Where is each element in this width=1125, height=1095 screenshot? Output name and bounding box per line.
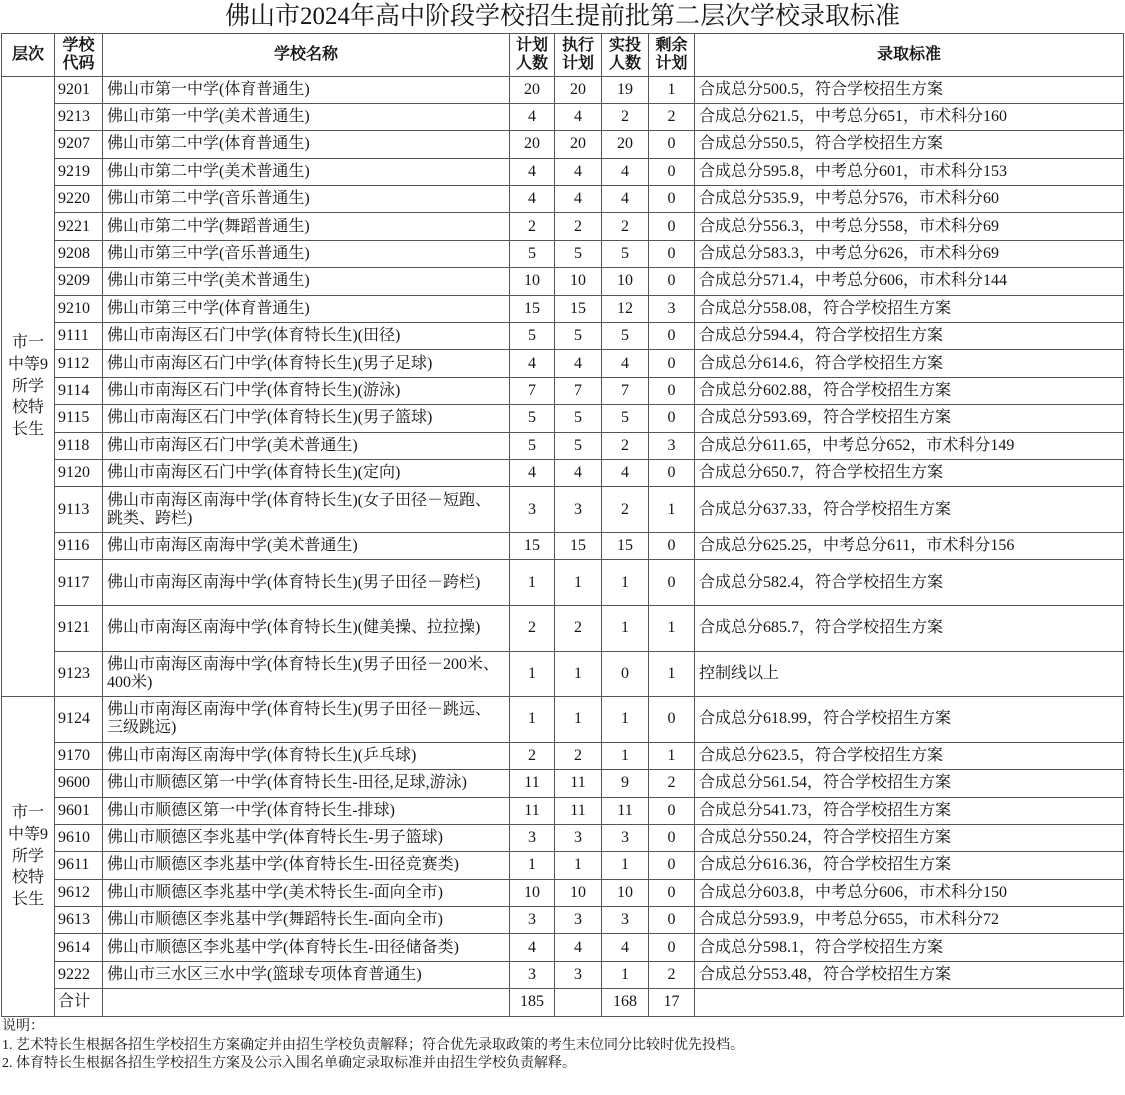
school-code: 9210	[55, 295, 103, 322]
admission-standard: 合成总分571.4，中考总分606，市术科分144	[695, 268, 1124, 295]
admission-standard: 合成总分500.5，符合学校招生方案	[695, 76, 1124, 103]
school-name: 佛山市南海区南海中学(美术普通生)	[103, 532, 510, 559]
notes-heading: 说明：	[2, 1019, 44, 1034]
school-name: 佛山市第三中学(音乐普通生)	[103, 240, 510, 267]
table-row	[2, 295, 1124, 322]
actual-count: 12	[602, 295, 649, 322]
actual-count: 1	[602, 852, 649, 879]
remaining-plan: 1	[649, 487, 695, 533]
plan-count: 20	[510, 131, 555, 158]
admission-standard: 合成总分535.9，中考总分576，市术科分60	[695, 186, 1124, 213]
admission-standard: 合成总分595.8，中考总分601，市术科分153	[695, 158, 1124, 185]
admission-standard: 合成总分685.7，符合学校招生方案	[695, 605, 1124, 651]
executed-plan: 3	[555, 961, 602, 988]
actual-count: 1	[602, 560, 649, 606]
school-code: 9113	[55, 487, 103, 533]
total-executed-plan-empty	[555, 989, 602, 1016]
school-name: 佛山市第一中学(体育普通生)	[103, 76, 510, 103]
actual-count: 0	[602, 651, 649, 697]
admission-standard: 合成总分582.4，符合学校招生方案	[695, 560, 1124, 606]
admission-standard: 合成总分593.9，中考总分655，市术科分72	[695, 907, 1124, 934]
remaining-plan: 0	[649, 240, 695, 267]
actual-count: 1	[602, 697, 649, 743]
plan-count: 5	[510, 432, 555, 459]
remaining-plan: 0	[649, 907, 695, 934]
plan-count: 2	[510, 605, 555, 651]
executed-plan: 4	[555, 934, 602, 961]
note-item: 2. 体育特长生根据各招生学校招生方案及公示入围名单确定录取标准并由招生学校负责解释。	[2, 1056, 576, 1071]
school-code: 9123	[55, 651, 103, 697]
remaining-plan: 1	[649, 742, 695, 769]
admission-standard: 合成总分618.99，符合学校招生方案	[695, 697, 1124, 743]
remaining-plan: 0	[649, 697, 695, 743]
executed-plan: 1	[555, 560, 602, 606]
actual-count: 5	[602, 240, 649, 267]
remaining-plan: 2	[649, 961, 695, 988]
school-name: 佛山市第二中学(舞蹈普通生)	[103, 213, 510, 240]
school-name: 佛山市南海区南海中学(体育特长生)(乒乓球)	[103, 742, 510, 769]
remaining-plan: 1	[649, 651, 695, 697]
actual-count: 5	[602, 323, 649, 350]
plan-count: 11	[510, 797, 555, 824]
school-name: 佛山市顺德区李兆基中学(舞蹈特长生-面向全市)	[103, 907, 510, 934]
table-row	[2, 268, 1124, 295]
remaining-plan: 0	[649, 824, 695, 851]
remaining-plan: 2	[649, 770, 695, 797]
school-code: 9222	[55, 961, 103, 988]
actual-count: 4	[602, 459, 649, 486]
admission-standard: 合成总分558.08，符合学校招生方案	[695, 295, 1124, 322]
school-code: 9111	[55, 323, 103, 350]
school-code: 9118	[55, 432, 103, 459]
actual-count: 5	[602, 405, 649, 432]
table-row	[2, 824, 1124, 851]
total-plan-count: 185	[510, 989, 555, 1016]
school-code: 9612	[55, 879, 103, 906]
remaining-plan: 0	[649, 131, 695, 158]
remaining-plan: 0	[649, 323, 695, 350]
school-name: 佛山市南海区石门中学(体育特长生)(游泳)	[103, 377, 510, 404]
table-row	[2, 532, 1124, 559]
school-code: 9220	[55, 186, 103, 213]
executed-plan: 10	[555, 268, 602, 295]
admission-standard: 合成总分621.5，中考总分651，市术科分160	[695, 103, 1124, 130]
school-code: 9201	[55, 76, 103, 103]
total-standard-empty	[695, 989, 1124, 1016]
actual-count: 9	[602, 770, 649, 797]
notes-section	[2, 1018, 1122, 1074]
plan-count: 1	[510, 697, 555, 743]
remaining-plan: 0	[649, 213, 695, 240]
admission-standard: 合成总分598.1，符合学校招生方案	[695, 934, 1124, 961]
plan-count: 1	[510, 651, 555, 697]
school-name: 佛山市南海区南海中学(体育特长生)(健美操、拉拉操)	[103, 605, 510, 651]
school-name: 佛山市南海区南海中学(体育特长生)(男子田径－跳远、三级跳远)	[103, 697, 510, 743]
table-row	[2, 697, 1124, 743]
school-code: 9614	[55, 934, 103, 961]
header-actual-line: 实投	[608, 36, 641, 54]
page-title: 佛山市2024年高中阶段学校招生提前批第二层次学校录取标准	[224, 3, 900, 30]
remaining-plan: 2	[649, 103, 695, 130]
admission-standard: 合成总分602.88，符合学校招生方案	[695, 377, 1124, 404]
table-row	[2, 323, 1124, 350]
table-row	[2, 934, 1124, 961]
admission-standard: 合成总分556.3，中考总分558，市术科分69	[695, 213, 1124, 240]
executed-plan: 2	[555, 605, 602, 651]
school-name: 佛山市第二中学(音乐普通生)	[103, 186, 510, 213]
table-row	[2, 560, 1124, 606]
table-row	[2, 770, 1124, 797]
header-actual	[602, 34, 649, 77]
admission-standard: 合成总分614.6，符合学校招生方案	[695, 350, 1124, 377]
actual-count: 10	[602, 268, 649, 295]
admission-standard: 合成总分550.24，符合学校招生方案	[695, 824, 1124, 851]
school-code: 9121	[55, 605, 103, 651]
admission-standard: 合成总分625.25，中考总分611，市术科分156	[695, 532, 1124, 559]
school-code: 9610	[55, 824, 103, 851]
plan-count: 5	[510, 240, 555, 267]
header-plan	[510, 34, 555, 77]
executed-plan: 4	[555, 459, 602, 486]
table-row	[2, 377, 1124, 404]
actual-count: 4	[602, 350, 649, 377]
remaining-plan: 0	[649, 405, 695, 432]
plan-count: 15	[510, 295, 555, 322]
executed-plan: 20	[555, 131, 602, 158]
plan-count: 5	[510, 323, 555, 350]
school-code: 9600	[55, 770, 103, 797]
table-row	[2, 852, 1124, 879]
header-code	[55, 34, 103, 77]
executed-plan: 10	[555, 879, 602, 906]
plan-count: 3	[510, 487, 555, 533]
actual-count: 15	[602, 532, 649, 559]
actual-count: 4	[602, 186, 649, 213]
header-name: 学校名称	[103, 34, 510, 77]
school-name: 佛山市顺德区第一中学(体育特长生-田径,足球,游泳)	[103, 770, 510, 797]
actual-count: 4	[602, 934, 649, 961]
table-row	[2, 131, 1124, 158]
table-row	[2, 76, 1124, 103]
executed-plan: 5	[555, 323, 602, 350]
executed-plan: 5	[555, 405, 602, 432]
header-remain-line: 计划	[655, 54, 688, 72]
plan-count: 1	[510, 560, 555, 606]
plan-count: 5	[510, 405, 555, 432]
remaining-plan: 0	[649, 268, 695, 295]
total-remaining-plan: 17	[649, 989, 695, 1016]
total-name-empty	[103, 989, 510, 1016]
school-code: 9120	[55, 459, 103, 486]
header-standard: 录取标准	[695, 34, 1124, 77]
table-row	[2, 907, 1124, 934]
actual-count: 1	[602, 605, 649, 651]
table-row	[2, 405, 1124, 432]
executed-plan: 5	[555, 432, 602, 459]
table-row	[2, 350, 1124, 377]
actual-count: 1	[602, 742, 649, 769]
remaining-plan: 1	[649, 605, 695, 651]
school-name: 佛山市三水区三水中学(篮球专项体育普通生)	[103, 961, 510, 988]
school-code: 9209	[55, 268, 103, 295]
school-code: 9117	[55, 560, 103, 606]
executed-plan: 2	[555, 213, 602, 240]
school-code: 9170	[55, 742, 103, 769]
executed-plan: 4	[555, 103, 602, 130]
school-name: 佛山市顺德区李兆基中学(体育特长生-田径储备类)	[103, 934, 510, 961]
table-row	[2, 487, 1124, 533]
plan-count: 3	[510, 961, 555, 988]
header-remain-line: 剩余	[655, 36, 688, 54]
remaining-plan: 0	[649, 532, 695, 559]
header-row	[2, 34, 1124, 77]
admission-standard: 合成总分603.8，中考总分606，市术科分150	[695, 879, 1124, 906]
admission-standard: 控制线以上	[695, 651, 1124, 697]
table-row	[2, 651, 1124, 697]
executed-plan: 5	[555, 240, 602, 267]
actual-count: 11	[602, 797, 649, 824]
remaining-plan: 0	[649, 852, 695, 879]
remaining-plan: 3	[649, 432, 695, 459]
executed-plan: 15	[555, 295, 602, 322]
school-code: 9115	[55, 405, 103, 432]
table-row	[2, 103, 1124, 130]
admission-standard: 合成总分623.5，符合学校招生方案	[695, 742, 1124, 769]
plan-count: 10	[510, 879, 555, 906]
school-code: 9124	[55, 697, 103, 743]
school-name: 佛山市第三中学(体育普通生)	[103, 295, 510, 322]
remaining-plan: 0	[649, 158, 695, 185]
school-name: 佛山市南海区石门中学(美术普通生)	[103, 432, 510, 459]
header-remain	[649, 34, 695, 77]
remaining-plan: 0	[649, 186, 695, 213]
school-code: 9611	[55, 852, 103, 879]
executed-plan: 7	[555, 377, 602, 404]
admission-standard: 合成总分553.48，符合学校招生方案	[695, 961, 1124, 988]
remaining-plan: 1	[649, 76, 695, 103]
school-name: 佛山市顺德区李兆基中学(体育特长生-男子篮球)	[103, 824, 510, 851]
school-code: 9114	[55, 377, 103, 404]
admission-standard: 合成总分616.36，符合学校招生方案	[695, 852, 1124, 879]
school-name: 佛山市第二中学(美术普通生)	[103, 158, 510, 185]
total-actual-count: 168	[602, 989, 649, 1016]
plan-count: 4	[510, 103, 555, 130]
table-row	[2, 240, 1124, 267]
remaining-plan: 3	[649, 295, 695, 322]
table-row	[2, 605, 1124, 651]
remaining-plan: 0	[649, 459, 695, 486]
actual-count: 2	[602, 487, 649, 533]
school-name: 佛山市第三中学(美术普通生)	[103, 268, 510, 295]
admission-table	[1, 33, 1124, 1017]
total-row	[2, 989, 1124, 1016]
actual-count: 2	[602, 432, 649, 459]
actual-count: 20	[602, 131, 649, 158]
plan-count: 10	[510, 268, 555, 295]
executed-plan: 15	[555, 532, 602, 559]
actual-count: 19	[602, 76, 649, 103]
actual-count: 10	[602, 879, 649, 906]
actual-count: 3	[602, 907, 649, 934]
actual-count: 4	[602, 158, 649, 185]
school-name: 佛山市顺德区第一中学(体育特长生-排球)	[103, 797, 510, 824]
school-name: 佛山市南海区南海中学(体育特长生)(男子田径－跨栏)	[103, 560, 510, 606]
table-row	[2, 158, 1124, 185]
plan-count: 4	[510, 459, 555, 486]
plan-count: 11	[510, 770, 555, 797]
remaining-plan: 0	[649, 879, 695, 906]
table-body	[2, 76, 1124, 1016]
header-actual-line: 人数	[608, 54, 641, 72]
admission-standard: 合成总分583.3，中考总分626，市术科分69	[695, 240, 1124, 267]
school-name: 佛山市第一中学(美术普通生)	[103, 103, 510, 130]
level-cell: 市一中等9所学校特长生	[2, 76, 55, 697]
school-code: 9601	[55, 797, 103, 824]
header-exec-line: 执行	[561, 36, 594, 54]
school-name: 佛山市南海区石门中学(体育特长生)(男子足球)	[103, 350, 510, 377]
admission-standard: 合成总分593.69，符合学校招生方案	[695, 405, 1124, 432]
header-plan-line: 人数	[515, 54, 548, 72]
plan-count: 2	[510, 213, 555, 240]
executed-plan: 3	[555, 907, 602, 934]
table-row	[2, 742, 1124, 769]
remaining-plan: 0	[649, 934, 695, 961]
header-code-line: 代码	[62, 54, 95, 72]
total-label: 合计	[55, 989, 103, 1016]
header-level: 层次	[2, 34, 55, 77]
table-row	[2, 961, 1124, 988]
executed-plan: 20	[555, 76, 602, 103]
plan-count: 4	[510, 934, 555, 961]
school-code: 9219	[55, 158, 103, 185]
admission-standard: 合成总分550.5，符合学校招生方案	[695, 131, 1124, 158]
actual-count: 2	[602, 213, 649, 240]
plan-count: 15	[510, 532, 555, 559]
table-row	[2, 213, 1124, 240]
plan-count: 3	[510, 907, 555, 934]
actual-count: 7	[602, 377, 649, 404]
actual-count: 1	[602, 961, 649, 988]
plan-count: 4	[510, 186, 555, 213]
plan-count: 4	[510, 350, 555, 377]
admission-standard: 合成总分561.54，符合学校招生方案	[695, 770, 1124, 797]
executed-plan: 4	[555, 186, 602, 213]
plan-count: 1	[510, 852, 555, 879]
table-header	[2, 34, 1124, 77]
level-cell: 市一中等9所学校特长生	[2, 697, 55, 1017]
school-name: 佛山市南海区南海中学(体育特长生)(女子田径－短跑、跳类、跨栏)	[103, 487, 510, 533]
school-name: 佛山市南海区石门中学(体育特长生)(定向)	[103, 459, 510, 486]
admission-standard: 合成总分541.73，符合学校招生方案	[695, 797, 1124, 824]
header-code-line: 学校	[62, 36, 95, 54]
table-row	[2, 186, 1124, 213]
executed-plan: 2	[555, 742, 602, 769]
school-name: 佛山市南海区石门中学(体育特长生)(田径)	[103, 323, 510, 350]
plan-count: 2	[510, 742, 555, 769]
school-name: 佛山市南海区南海中学(体育特长生)(男子田径－200米、400米)	[103, 651, 510, 697]
school-code: 9112	[55, 350, 103, 377]
header-exec	[555, 34, 602, 77]
school-code: 9213	[55, 103, 103, 130]
actual-count: 2	[602, 103, 649, 130]
school-name: 佛山市第二中学(体育普通生)	[103, 131, 510, 158]
plan-count: 20	[510, 76, 555, 103]
plan-count: 7	[510, 377, 555, 404]
table-row	[2, 459, 1124, 486]
executed-plan: 1	[555, 852, 602, 879]
plan-count: 4	[510, 158, 555, 185]
school-name: 佛山市顺德区李兆基中学(体育特长生-田径竞赛类)	[103, 852, 510, 879]
plan-count: 3	[510, 824, 555, 851]
school-name: 佛山市顺德区李兆基中学(美术特长生-面向全市)	[103, 879, 510, 906]
executed-plan: 1	[555, 651, 602, 697]
executed-plan: 4	[555, 158, 602, 185]
admission-standard: 合成总分637.33，符合学校招生方案	[695, 487, 1124, 533]
admission-standard: 合成总分594.4，符合学校招生方案	[695, 323, 1124, 350]
remaining-plan: 0	[649, 350, 695, 377]
school-code: 9116	[55, 532, 103, 559]
executed-plan: 11	[555, 770, 602, 797]
executed-plan: 11	[555, 797, 602, 824]
table-row	[2, 432, 1124, 459]
admission-standard: 合成总分611.65，中考总分652，市术科分149	[695, 432, 1124, 459]
table-row	[2, 879, 1124, 906]
header-exec-line: 计划	[561, 54, 594, 72]
executed-plan: 4	[555, 350, 602, 377]
note-item: 1. 艺术特长生根据各招生学校招生方案确定并由招生学校负责解释；符合优先录取政策的考生末位同分比较时优先投档。	[2, 1037, 744, 1053]
school-code: 9221	[55, 213, 103, 240]
header-plan-line: 计划	[515, 36, 548, 54]
school-code: 9207	[55, 131, 103, 158]
remaining-plan: 0	[649, 377, 695, 404]
admission-standard: 合成总分650.7，符合学校招生方案	[695, 459, 1124, 486]
school-code: 9208	[55, 240, 103, 267]
actual-count: 3	[602, 824, 649, 851]
executed-plan: 1	[555, 697, 602, 743]
school-code: 9613	[55, 907, 103, 934]
remaining-plan: 0	[649, 560, 695, 606]
executed-plan: 3	[555, 824, 602, 851]
remaining-plan: 0	[649, 797, 695, 824]
school-name: 佛山市南海区石门中学(体育特长生)(男子篮球)	[103, 405, 510, 432]
table-row	[2, 797, 1124, 824]
executed-plan: 3	[555, 487, 602, 533]
